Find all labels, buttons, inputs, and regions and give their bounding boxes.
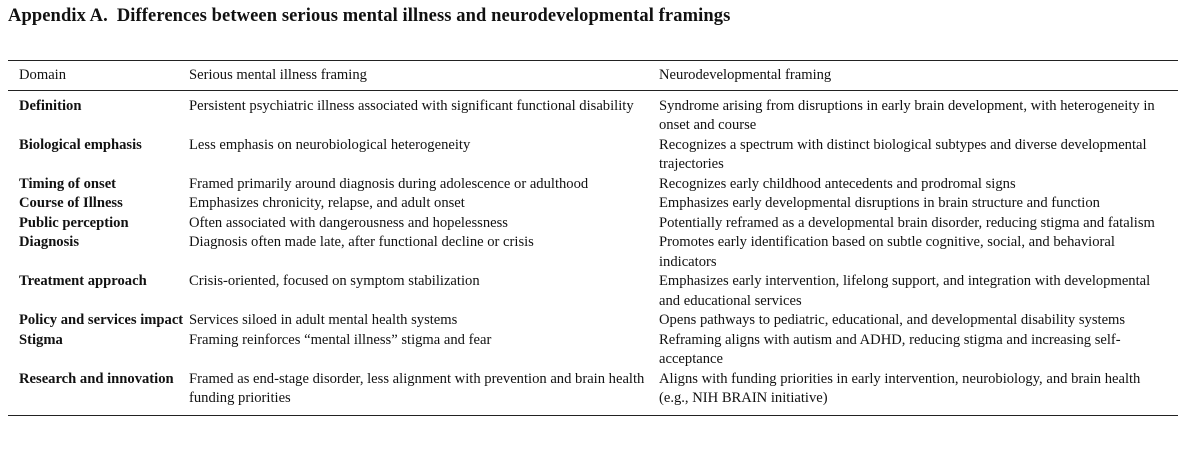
- row-domain: Treatment approach: [19, 273, 147, 289]
- row-domain: Policy and services impact: [19, 312, 184, 328]
- row-smi-cell: Less emphasis on neurobiological heterogeneity: [189, 136, 471, 153]
- table-row: [8, 175, 1178, 195]
- row-neuro-cell: Recognizes a spectrum with distinct biological subtypes and diverse developmental trajectories: [659, 136, 1147, 172]
- row-neuro-cell: Emphasizes early developmental disruptions in brain structure and function: [659, 195, 1100, 211]
- row-smi-cell: Framed as end-stage disorder, less alignment with prevention and brain health funding priorities: [189, 370, 645, 406]
- row-domain: Diagnosis: [19, 234, 80, 250]
- framing-comparison-table: [8, 60, 1178, 416]
- row-domain: Course of Illness: [19, 195, 123, 211]
- appendix-heading: Differences between serious mental illness and neurodevelopmental framings: [116, 6, 731, 26]
- table-row: [8, 370, 1178, 416]
- row-smi-cell: Emphasizes chronicity, relapse, and adult onset: [189, 195, 465, 211]
- row-domain: Stigma: [19, 331, 63, 348]
- table-row: [8, 90, 1178, 136]
- row-domain: Definition: [19, 97, 82, 114]
- table-row: [8, 233, 1178, 272]
- table-header-row: [8, 61, 1178, 91]
- table-row: [8, 311, 1178, 331]
- column-header-domain: Domain: [19, 67, 67, 83]
- row-neuro-cell: Emphasizes early intervention, lifelong support, and integration with developmental and educational services: [659, 273, 1151, 309]
- appendix-title: [8, 6, 730, 27]
- row-neuro-cell: Potentially reframed as a developmental brain disorder, reducing stigma and fatalism: [659, 214, 1155, 231]
- table-row: [8, 194, 1178, 214]
- row-smi-cell: Framed primarily around diagnosis during adolescence or adulthood: [189, 175, 589, 192]
- row-smi-cell: Crisis-oriented, focused on symptom stabilization: [189, 273, 480, 289]
- table-row: [8, 331, 1178, 370]
- row-domain: Public perception: [19, 214, 129, 231]
- row-smi-cell: Persistent psychiatric illness associated with significant functional disability: [189, 97, 634, 114]
- row-domain: Research and innovation: [19, 370, 174, 387]
- row-neuro-cell: Aligns with funding priorities in early intervention, neurobiology, and brain health (e.g., NIH BRAIN initiative): [659, 370, 1141, 406]
- row-smi-cell: Framing reinforces “mental illness” stigma and fear: [189, 331, 492, 348]
- column-header-smi: Serious mental illness framing: [189, 67, 367, 83]
- row-neuro-cell: Promotes early identification based on subtle cognitive, social, and behavioral indicators: [659, 234, 1115, 270]
- row-neuro-cell: Reframing aligns with autism and ADHD, reducing stigma and increasing self-acceptance: [659, 331, 1121, 367]
- table-row: [8, 272, 1178, 311]
- row-neuro-cell: Recognizes early childhood antecedents and prodromal signs: [659, 175, 1016, 192]
- row-smi-cell: Diagnosis often made late, after functional decline or crisis: [189, 234, 534, 250]
- row-neuro-cell: Opens pathways to pediatric, educational, and developmental disability systems: [659, 312, 1126, 328]
- row-neuro-cell: Syndrome arising from disruptions in early brain development, with heterogeneity in onset and course: [659, 97, 1155, 133]
- column-header-neuro: Neurodevelopmental framing: [659, 67, 832, 83]
- row-smi-cell: Services siloed in adult mental health systems: [189, 312, 458, 328]
- row-domain: Biological emphasis: [19, 136, 142, 153]
- row-domain: Timing of onset: [19, 175, 117, 192]
- table-row: [8, 136, 1178, 175]
- table-row: [8, 214, 1178, 234]
- appendix-label: Appendix A.: [8, 6, 108, 26]
- row-smi-cell: Often associated with dangerousness and hopelessness: [189, 214, 508, 231]
